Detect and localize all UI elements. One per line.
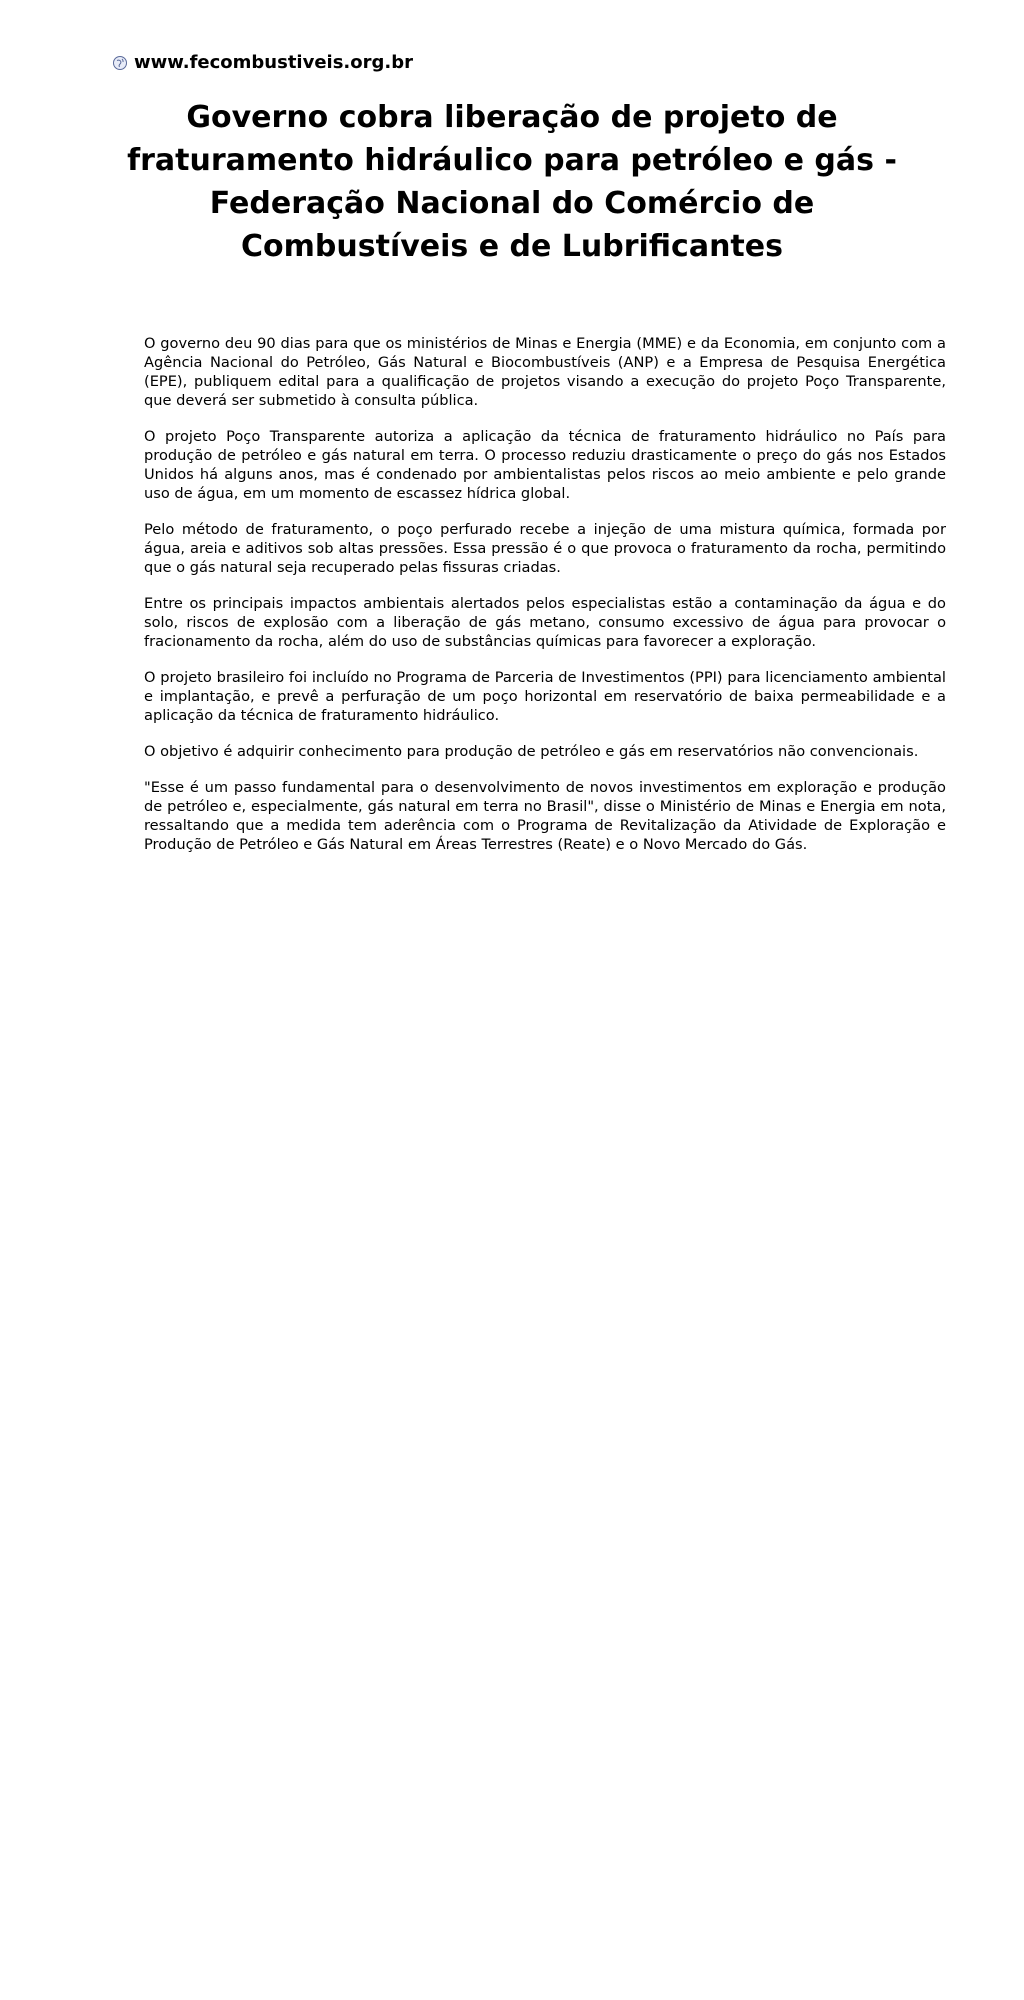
- article-paragraph: O governo deu 90 dias para que os ministérios de Minas e Energia (MME) e da Economia, em conjunto com a Agência Nacional do Petróleo, Gás Natural e Biocombustíveis (ANP) e a Empresa de Pesquisa Energética (EPE), publiquem edital para a qualificação de projetos visando a execução do projeto Poço Transparente, que deverá ser submetido à consulta pública.: [144, 335, 946, 409]
- article-body: [144, 334, 946, 871]
- article-paragraph: O projeto Poço Transparente autoriza a aplicação da técnica de fraturamento hidráulico no País para produção de petróleo e gás natural em terra. O processo reduziu drasticamente o preço do gás nos Estados Unidos há alguns anos, mas é condenado por ambientalistas pelos riscos ao meio ambiente e pelo grande uso de água, em um momento de escassez hídrica global.: [144, 428, 946, 502]
- article-paragraph: Pelo método de fraturamento, o poço perfurado recebe a injeção de uma mistura química, formada por água, areia e aditivos sob altas pressões. Essa pressão é o que provoca o fraturamento da rocha, permitindo que o gás natural seja recuperado pelas fissuras criadas.: [144, 521, 946, 576]
- article-paragraph: "Esse é um passo fundamental para o desenvolvimento de novos investimentos em exploração e produção de petróleo e, especialmente, gás natural em terra no Brasil", disse o Ministério de Minas e Energia em nota, ressaltando que a medida tem aderência com o Programa de Revitalização da Atividade de Exploração e Produção de Petróleo e Gás Natural em Áreas Terrestres (Reate) e o Novo Mercado do Gás.: [144, 779, 946, 853]
- page-title: Governo cobra liberação de projeto de fraturamento hidráulico para petróleo e gás - Federação Nacional do Comércio de Combustíveis e de Lubrificantes: [127, 100, 897, 264]
- site-url-link[interactable]: www.fecombustiveis.org.br: [134, 52, 413, 73]
- globe-icon: [112, 55, 128, 71]
- article-paragraph: O projeto brasileiro foi incluído no Programa de Parceria de Investimentos (PPI) para licenciamento ambiental e implantação, e prevê a perfuração de um poço horizontal em reservatório de baixa permeabilidade e a aplicação da técnica de fraturamento hidráulico.: [144, 669, 946, 724]
- site-header: [112, 52, 413, 73]
- article-paragraph: Entre os principais impactos ambientais alertados pelos especialistas estão a contaminação da água e do solo, riscos de explosão com a liberação de gás metano, consumo excessivo de água para provocar o fracionamento da rocha, além do uso de substâncias químicas para favorecer a exploração.: [144, 595, 946, 650]
- article-paragraph: O objetivo é adquirir conhecimento para produção de petróleo e gás em reservatórios não convencionais.: [144, 743, 919, 760]
